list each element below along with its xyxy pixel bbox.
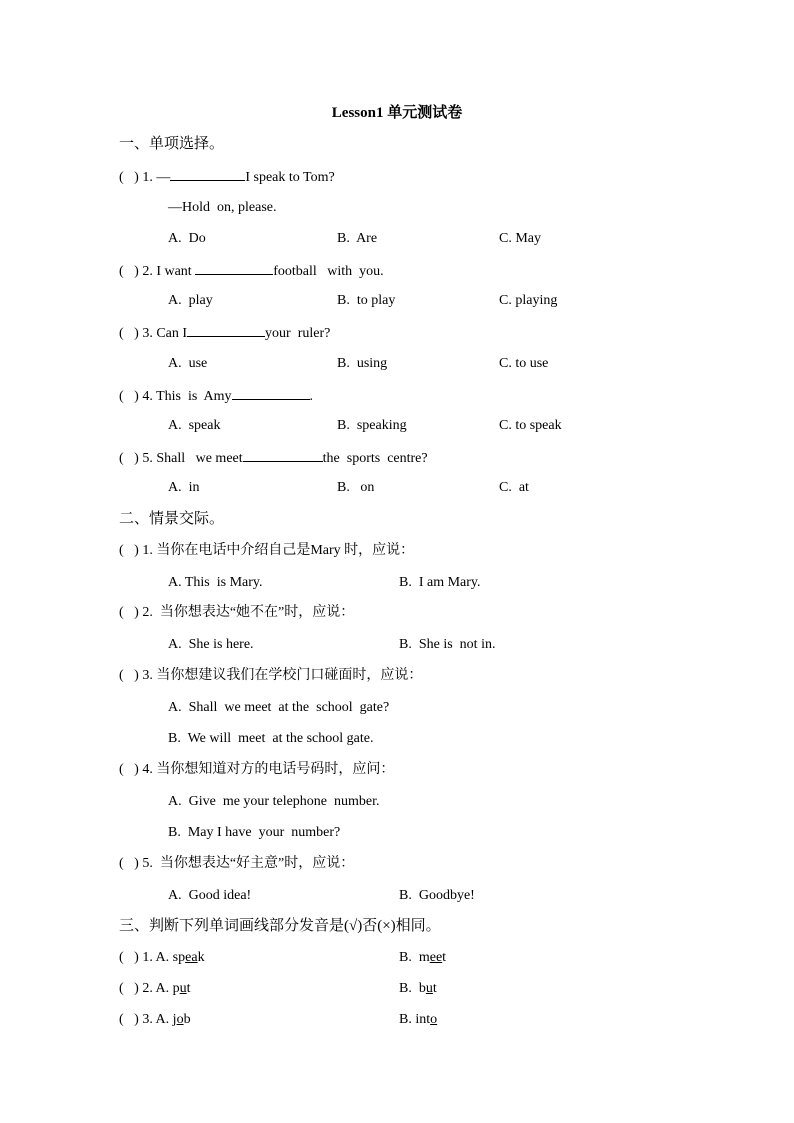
underlined-letters: u — [425, 981, 433, 996]
question-2-4: ( ) 4. 当你想知道对方的电话号码时，应问： — [119, 762, 395, 777]
question-3-2-a — [119, 979, 191, 999]
option-b: B. using — [337, 356, 388, 371]
question-text: k — [197, 950, 205, 965]
question-text: ( ) 2. I want — [119, 264, 196, 279]
option-c: C. to speak — [499, 418, 562, 433]
question-3-3-a — [119, 1010, 191, 1030]
question-text: football with you. — [273, 264, 384, 279]
option-text: t — [442, 950, 447, 965]
option-a: A. Do — [168, 231, 206, 246]
question-2-1: ( ) 1. 当你在电话中介绍自己是Mary 时，应说： — [119, 543, 415, 558]
underlined-letters: o — [176, 1012, 184, 1027]
option-b: B. to play — [337, 293, 396, 308]
option-b: B. on — [337, 480, 375, 495]
section-heading-multiple-choice: 一、单项选择。 — [119, 136, 225, 152]
option-c: C. playing — [499, 293, 558, 308]
answer-blank[interactable] — [170, 166, 245, 181]
question-1-3 — [119, 322, 330, 344]
question-text: ( ) 1. — — [119, 170, 171, 185]
question-1-4 — [119, 385, 313, 407]
underlined-letters: o — [430, 1012, 438, 1027]
question-text: ( ) 5. Shall we meet — [119, 451, 243, 466]
section-heading-situational-dialogue: 二、情景交际。 — [119, 511, 225, 527]
question-text: ( ) 4. This is Amy — [119, 389, 232, 404]
option-a: A. speak — [168, 418, 221, 433]
option-text: B. b — [399, 981, 426, 996]
question-1-5 — [119, 447, 428, 469]
option-a: A. This is Mary. — [168, 575, 263, 590]
option-b: B. May I have your number? — [168, 825, 341, 840]
question-text: ( ) 1. A. sp — [119, 950, 186, 965]
option-a: A. Good idea! — [168, 888, 252, 903]
option-b: B. speaking — [337, 418, 407, 433]
page-title: Lesson1 单元测试卷 — [331, 105, 463, 121]
option-c: C. at — [499, 480, 529, 495]
answer-blank[interactable] — [232, 385, 310, 400]
question-3-1-a — [119, 948, 205, 968]
question-text: your ruler? — [265, 326, 331, 341]
option-b: B. She is not in. — [399, 637, 496, 652]
question-text: ( ) 2. A. p — [119, 981, 180, 996]
question-text: t — [186, 981, 191, 996]
option-b: B. Goodbye! — [399, 888, 475, 903]
option-a: A. Shall we meet at the school gate? — [168, 700, 390, 715]
underlined-letters: ee — [429, 950, 443, 965]
question-text: ( ) 3. Can I — [119, 326, 188, 341]
section-heading-pronunciation: 三、判断下列单词画线部分发音是(√)否(×)相同。 — [119, 918, 441, 934]
question-3-3-b — [399, 1010, 437, 1030]
question-1-1 — [119, 166, 335, 188]
question-1-2 — [119, 260, 384, 282]
question-text: I speak to Tom? — [245, 170, 335, 185]
question-1-1-response: —Hold on, please. — [168, 200, 277, 215]
question-text: . — [309, 389, 314, 404]
question-2-5: ( ) 5. 当你想表达“好主意”时，应说： — [119, 856, 355, 871]
option-b: B. Are — [337, 231, 378, 246]
question-text: b — [183, 1012, 191, 1027]
option-b: B. We will meet at the school gate. — [168, 731, 374, 746]
underlined-letters: u — [179, 981, 187, 996]
option-c: C. May — [499, 231, 541, 246]
option-a: A. play — [168, 293, 213, 308]
option-text: B. int — [399, 1012, 431, 1027]
option-a: A. use — [168, 356, 208, 371]
question-3-2-b — [399, 979, 437, 999]
underlined-letters: ea — [185, 950, 198, 965]
option-a: A. Give me your telephone number. — [168, 794, 380, 809]
option-b: B. I am Mary. — [399, 575, 481, 590]
option-text: B. m — [399, 950, 430, 965]
option-text: t — [432, 981, 437, 996]
question-text: the sports centre? — [322, 451, 428, 466]
question-2-3: ( ) 3. 当你想建议我们在学校门口碰面时，应说： — [119, 668, 423, 683]
option-a: A. in — [168, 480, 200, 495]
answer-blank[interactable] — [243, 447, 323, 462]
answer-blank[interactable] — [195, 260, 273, 275]
option-c: C. to use — [499, 356, 549, 371]
question-3-1-b — [399, 948, 446, 968]
option-a: A. She is here. — [168, 637, 254, 652]
question-text: ( ) 3. A. j — [119, 1012, 177, 1027]
answer-blank[interactable] — [187, 322, 265, 337]
question-2-2: ( ) 2. 当你想表达“她不在”时，应说： — [119, 605, 355, 620]
